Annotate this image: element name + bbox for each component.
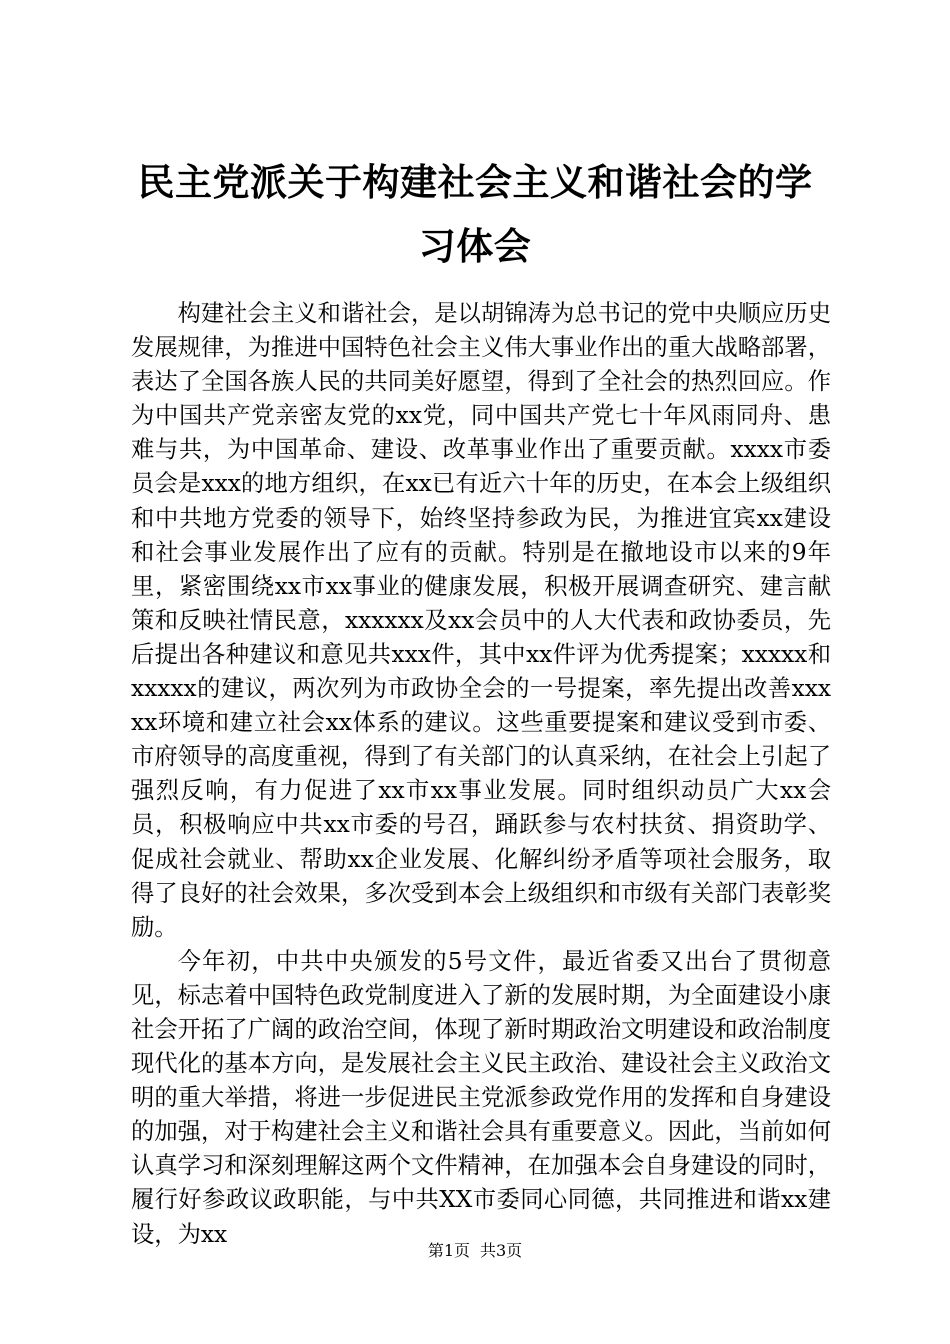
page-footer [0,1241,950,1261]
document-title: 民主党派关于构建社会主义和谐社会的学习体会 [137,160,813,268]
paragraph: 构建社会主义和谐社会，是以胡锦涛为总书记的党中央顺应历史发展规律，为推进中国特色社会主义伟大事业作出的重大战略部署，表达了全国各族人民的共同美好愿望，得到了全社会的热烈回应。作为中国共产党亲密友党的xx党，同中国共产党七十年风雨同舟、患难与共，为中国革命、建设、改革事业作出了重要贡献。xxxx市委员会是xxx的地方组织，在xx已有近六十年的历史，在本会上级组织和中共地方党委的领导下，始终坚持参政为民，为推进宜宾xx建设和社会事业发展作出了应有的贡献。特别是在撤地设市以来的9年里，紧密围绕xx市xx事业的健康发展，积极开展调查研究、建言献策和反映社情民意，xxxxxx及xx会员中的人大代表和政协委员，先后提出各种建议和意见共xxx件，其中xx件评为优秀提案；xxxxx和xxxxx的建议，两次列为市政协全会的一号提案，率先提出改善xxxxx环境和建立社会xx体系的建议。这些重要提案和建议受到市委、市府领导的高度重视，得到了有关部门的认真采纳，在社会上引起了强烈反响，有力促进了xx市xx事业发展。同时组织动员广大xx会员，积极响应中共xx市委的号召，踊跃参与农村扶贫、捐资助学、促成社会就业、帮助xx企业发展、化解纠纷矛盾等项社会服务，取得了良好的社会效果，多次受到本会上级组织和市级有关部门表彰奖励。 [131,300,831,941]
document-body [131,297,831,1252]
page-total: 共3页 [480,1241,523,1260]
page-number: 第1页 [427,1241,470,1260]
paragraph: 今年初，中共中央颁发的5号文件，最近省委又出台了贯彻意见，标志着中国特色政党制度进入了新的发展时期，为全面建设小康社会开拓了广阔的政治空间，体现了新时期政治文明建设和政治制度现代化的基本方向，是发展社会主义民主政治、建设社会主义政治文明的重大举措，将进一步促进民主党派参政党作用的发挥和自身建设的加强，对于构建社会主义和谐社会具有重要意义。因此，当前如何认真学习和深刻理解这两个文件精神，在加强本会自身建设的同时，履行好参政议政职能，与中共XX市委同心同德，共同推进和谐xx建设，为xx [131,947,831,1248]
